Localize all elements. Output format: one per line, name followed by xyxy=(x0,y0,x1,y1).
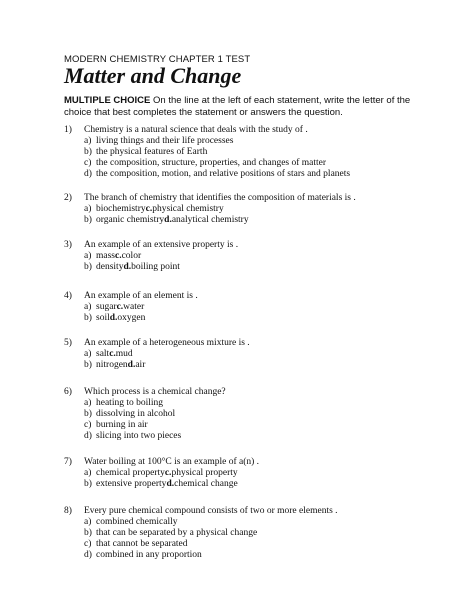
instructions xyxy=(64,95,424,118)
option-letter: a) xyxy=(84,398,92,408)
question-number: 3) xyxy=(64,240,72,250)
answer-option xyxy=(64,215,424,226)
option-text: mud xyxy=(115,349,133,359)
option-text: that can be separated by a physical change xyxy=(96,528,258,538)
option-letter: c) xyxy=(84,539,92,549)
option-letter: b) xyxy=(84,479,92,489)
answer-option xyxy=(64,517,424,528)
option-letter: a) xyxy=(84,302,92,312)
option-text: salt xyxy=(96,349,110,359)
option-text: biochemistry xyxy=(96,204,146,214)
question-number: 5) xyxy=(64,338,72,348)
option-text: that cannot be separated xyxy=(96,539,188,549)
option-text: extensive property xyxy=(96,479,167,489)
option-text: physical property xyxy=(171,468,238,478)
option-letter: a) xyxy=(84,204,92,214)
answer-option xyxy=(64,360,424,371)
question-3 xyxy=(64,240,424,273)
question-number: 2) xyxy=(64,193,72,203)
page-title: Matter and Change xyxy=(64,63,242,88)
option-letter: c) xyxy=(84,158,92,168)
question-number: 7) xyxy=(64,457,72,467)
answer-option xyxy=(64,420,424,431)
option-letter: d) xyxy=(84,169,92,179)
option-text: combined in any proportion xyxy=(96,550,202,560)
option-letter-inline: c. xyxy=(116,302,124,312)
option-text: slicing into two pieces xyxy=(96,431,182,441)
option-text: air xyxy=(135,360,146,370)
option-text: physical chemistry xyxy=(152,204,224,214)
question-number: 6) xyxy=(64,387,72,397)
answer-option xyxy=(64,528,424,539)
section-label: MULTIPLE CHOICE xyxy=(64,95,151,106)
answer-option xyxy=(64,398,424,409)
option-letter: a) xyxy=(84,251,92,261)
option-text: living things and their life processes xyxy=(96,136,234,146)
option-text: color xyxy=(121,251,142,261)
option-letter-inline: c. xyxy=(115,251,122,261)
option-text: heating to boiling xyxy=(96,398,164,408)
answer-option xyxy=(64,158,424,169)
option-text: boiling point xyxy=(131,262,180,272)
option-letter: b) xyxy=(84,409,92,419)
option-text: organic chemistry xyxy=(96,215,165,225)
option-text: the composition, motion, and relative positions of stars and planets xyxy=(96,169,351,179)
answer-option xyxy=(64,302,424,313)
question-text: An example of an extensive property is . xyxy=(84,240,239,250)
question-text: Which process is a chemical change? xyxy=(84,387,226,397)
answer-option xyxy=(64,409,424,420)
option-letter: b) xyxy=(84,528,92,538)
question-2 xyxy=(64,193,424,226)
answer-option xyxy=(64,251,424,262)
question-number: 1) xyxy=(64,125,72,135)
answer-option xyxy=(64,431,424,442)
option-text: mass xyxy=(96,251,115,261)
option-letter: b) xyxy=(84,215,92,225)
question-number: 4) xyxy=(64,291,72,301)
question-1 xyxy=(64,125,424,180)
option-text: the physical features of Earth xyxy=(96,147,208,157)
option-letter: a) xyxy=(84,468,92,478)
option-letter: d) xyxy=(84,431,92,441)
option-text: analytical chemistry xyxy=(171,215,249,225)
question-text: Chemistry is a natural science that deals with the study of . xyxy=(84,125,308,135)
option-letter: a) xyxy=(84,517,92,527)
option-text: chemical change xyxy=(174,479,238,489)
option-letter: d) xyxy=(84,550,92,560)
answer-option xyxy=(64,313,424,324)
answer-option xyxy=(64,479,424,490)
option-letter: b) xyxy=(84,313,92,323)
option-letter-inline: c. xyxy=(109,349,116,359)
question-text: Every pure chemical compound consists of two or more elements . xyxy=(84,506,338,516)
option-text: chemical property xyxy=(96,468,165,478)
answer-option xyxy=(64,169,424,180)
option-text: nitrogen xyxy=(96,360,128,370)
option-letter: c) xyxy=(84,420,92,430)
answer-option xyxy=(64,204,424,215)
option-text: the composition, structure, properties, and changes of matter xyxy=(96,158,327,168)
answer-option xyxy=(64,349,424,360)
answer-option xyxy=(64,468,424,479)
option-text: oxygen xyxy=(117,313,146,323)
answer-option xyxy=(64,136,424,147)
option-letter-inline: c. xyxy=(164,468,172,478)
question-7 xyxy=(64,457,424,490)
question-6 xyxy=(64,387,424,442)
option-letter: a) xyxy=(84,349,92,359)
option-letter-inline: d. xyxy=(166,479,175,489)
option-letter: a) xyxy=(84,136,92,146)
option-text: sugar xyxy=(96,302,117,312)
question-4 xyxy=(64,291,424,324)
option-letter-inline: d. xyxy=(127,360,136,370)
test-header: MODERN CHEMISTRY CHAPTER 1 TEST xyxy=(64,54,251,65)
option-text: dissolving in alcohol xyxy=(96,409,176,419)
option-text: water xyxy=(123,302,145,312)
option-text: combined chemically xyxy=(96,517,178,527)
option-letter-inline: d. xyxy=(109,313,118,323)
option-letter-inline: d. xyxy=(164,215,172,225)
instructions-text: On the line at the left of each statement, write the letter of the choice that best completes the statement or answers the question. xyxy=(64,95,411,118)
question-text: An example of an element is . xyxy=(84,291,198,301)
option-letter: b) xyxy=(84,147,92,157)
option-text: soil xyxy=(96,313,110,323)
option-letter-inline: d. xyxy=(123,262,132,272)
question-text: The branch of chemistry that identifies the composition of materials is . xyxy=(84,193,356,203)
option-text: burning in air xyxy=(96,420,148,430)
answer-option xyxy=(64,147,424,158)
question-8 xyxy=(64,506,424,561)
question-text: An example of a heterogeneous mixture is . xyxy=(84,338,250,348)
question-5 xyxy=(64,338,424,371)
answer-option xyxy=(64,539,424,550)
question-number: 8) xyxy=(64,506,72,516)
option-letter-inline: c. xyxy=(145,204,153,214)
option-letter: b) xyxy=(84,262,92,272)
option-text: density xyxy=(96,262,124,272)
answer-option xyxy=(64,262,424,273)
answer-option xyxy=(64,550,424,561)
option-letter: b) xyxy=(84,360,92,370)
question-text: Water boiling at 100°C is an example of a(n) . xyxy=(84,457,260,467)
